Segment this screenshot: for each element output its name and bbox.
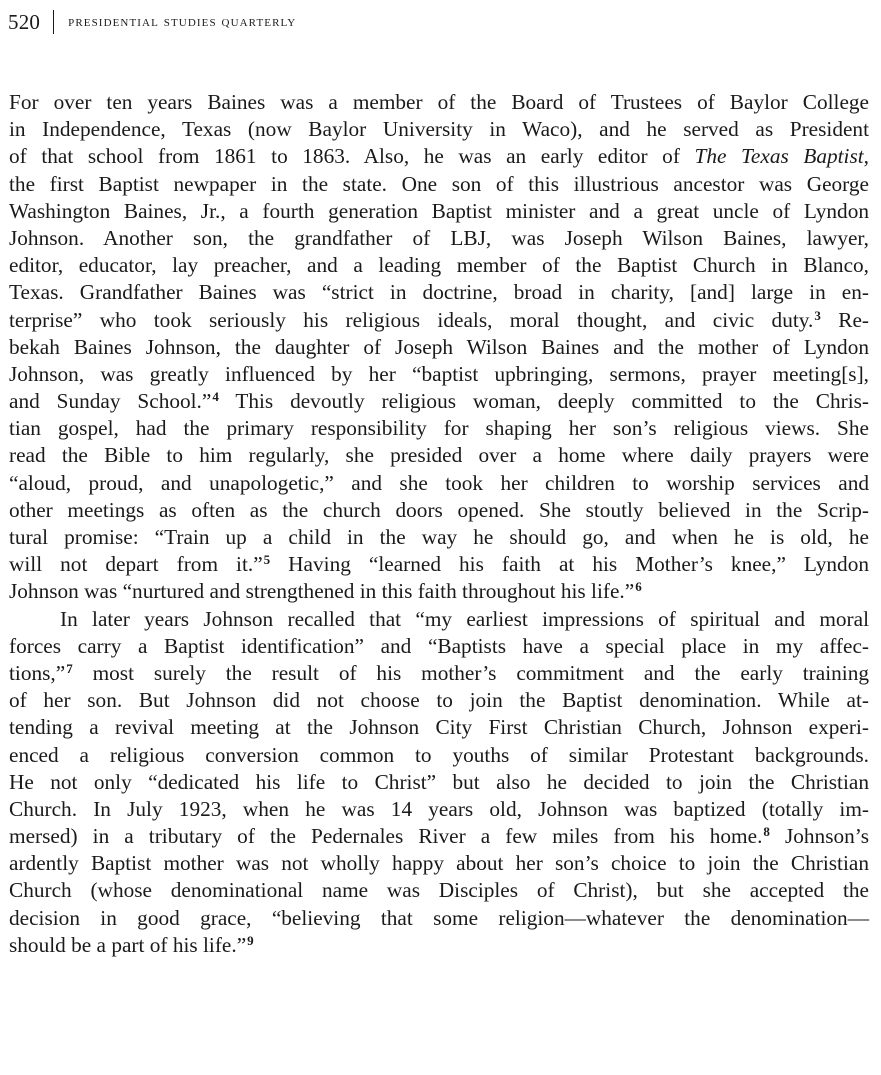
text-segment: This devoutly religious woman, deeply committed to the Chris- bbox=[218, 389, 869, 414]
text-line bbox=[9, 198, 869, 225]
text-line bbox=[9, 742, 869, 769]
text-segment: He not only “dedicated his life to Christ” but also he decided to join the Christian bbox=[9, 769, 869, 794]
text-segment: the first Baptist newpaper in the state. One son of this illustrious ancestor was George bbox=[9, 171, 869, 196]
text-segment: mersed) in a tributary of the Pedernales River a few miles from his home. bbox=[9, 824, 763, 849]
text-segment: forces carry a Baptist identification” and “Baptists have a special place in my affec- bbox=[9, 633, 869, 658]
footnote-marker: 8 bbox=[763, 824, 770, 840]
text-segment: In later years Johnson recalled that “my earliest impressions of spiritual and moral bbox=[60, 606, 869, 631]
text-line bbox=[9, 116, 869, 143]
text-line bbox=[9, 714, 869, 741]
text-line bbox=[9, 225, 869, 252]
text-line bbox=[9, 578, 869, 605]
text-segment: Texas. Grandfather Baines was “strict in doctrine, broad in charity, [and] large in en- bbox=[9, 280, 869, 305]
text-segment: enced a religious conversion common to youths of similar Protestant backgrounds. bbox=[9, 742, 869, 767]
text-segment: bekah Baines Johnson, the daughter of Joseph Wilson Baines and the mother of Lyndon bbox=[9, 334, 869, 359]
text-segment: terprise” who took seriously his religious ideals, moral thought, and civic duty. bbox=[9, 307, 814, 332]
text-segment: other meetings as often as the church doors opened. She stoutly believed in the Scrip- bbox=[9, 497, 869, 522]
text-line bbox=[9, 307, 869, 334]
text-segment: decision in good grace, “believing that some religion—whatever the denomination— bbox=[9, 905, 869, 930]
footnote-marker: 5 bbox=[263, 552, 271, 568]
text-segment: of that school from 1861 to 1863. Also, he was an early editor of bbox=[9, 144, 695, 169]
running-head bbox=[8, 8, 296, 36]
text-line bbox=[9, 850, 869, 877]
text-line bbox=[9, 905, 869, 932]
text-segment: will not depart from it.” bbox=[9, 552, 263, 577]
text-line bbox=[9, 796, 869, 823]
italic-title: The Texas Baptist bbox=[694, 144, 864, 169]
text-segment: in Independence, Texas (now Baylor University in Waco), and he served as President bbox=[9, 117, 869, 142]
footnote-marker: 4 bbox=[212, 389, 219, 405]
article-body bbox=[9, 89, 869, 959]
text-segment: Johnson was “nurtured and strengthened in this faith throughout his life.” bbox=[9, 579, 635, 604]
footnote-marker: 9 bbox=[247, 932, 254, 948]
text-segment: For over ten years Baines was a member of the Board of Trustees of Baylor College bbox=[9, 90, 869, 114]
text-segment: most surely the result of his mother’s commitment and the early training bbox=[72, 660, 869, 685]
text-segment: Having “learned his faith at his Mother’s knee,” Lyndon bbox=[270, 552, 869, 577]
text-segment: Johnson. Another son, the grandfather of LBJ, was Joseph Wilson Baines, lawyer, bbox=[9, 225, 869, 250]
text-line bbox=[9, 687, 869, 714]
text-segment: editor, educator, lay preacher, and a leading member of the Baptist Church in Blanco, bbox=[9, 253, 869, 278]
text-line bbox=[9, 633, 869, 660]
text-segment: Johnson’s bbox=[769, 824, 869, 849]
text-line bbox=[9, 877, 869, 904]
text-segment: tian gospel, had the primary responsibility for shaping her son’s religious views. She bbox=[9, 416, 869, 441]
text-line bbox=[9, 497, 869, 524]
text-line bbox=[9, 769, 869, 796]
text-segment: Re- bbox=[820, 307, 869, 332]
text-line bbox=[9, 524, 869, 551]
text-line bbox=[9, 823, 869, 850]
text-segment: tions,” bbox=[9, 660, 66, 685]
footnote-marker: 6 bbox=[635, 579, 642, 595]
text-line bbox=[9, 442, 869, 469]
footnote-marker: 7 bbox=[66, 660, 73, 676]
text-line bbox=[9, 415, 869, 442]
text-line bbox=[9, 252, 869, 279]
text-line bbox=[9, 171, 869, 198]
text-line bbox=[9, 143, 869, 170]
text-line bbox=[9, 932, 869, 959]
text-line bbox=[9, 334, 869, 361]
text-segment: Church (whose denominational name was Disciples of Christ), but she accepted the bbox=[9, 878, 869, 903]
text-segment: “aloud, proud, and unapologetic,” and she took her children to worship services and bbox=[9, 470, 869, 495]
text-segment: tending a revival meeting at the Johnson City First Christian Church, Johnson experi- bbox=[9, 715, 869, 740]
text-segment: tural promise: “Train up a child in the way he should go, and when he is old, he bbox=[9, 525, 869, 549]
text-segment: Johnson, was greatly influenced by her “baptist upbringing, sermons, prayer meeting[s], bbox=[9, 361, 869, 386]
text-segment: ardently Baptist mother was not wholly happy about her son’s choice to join the Christian bbox=[9, 851, 869, 876]
text-line bbox=[9, 361, 869, 388]
text-segment: , bbox=[863, 144, 869, 169]
text-segment: should be a part of his life.” bbox=[9, 932, 247, 957]
journal-title: presidential studies quarterly bbox=[68, 13, 297, 30]
text-line bbox=[9, 470, 869, 497]
text-line bbox=[9, 660, 869, 687]
text-segment: Church. In July 1923, when he was 14 years old, Johnson was baptized (totally im- bbox=[9, 796, 869, 821]
text-segment: Washington Baines, Jr., a fourth generation Baptist minister and a great uncle of Lyndon bbox=[9, 198, 869, 223]
text-segment: read the Bible to him regularly, she presided over a home where daily prayers were bbox=[9, 443, 869, 468]
text-line bbox=[9, 279, 869, 306]
text-segment: of her son. But Johnson did not choose to join the Baptist denomination. While at- bbox=[9, 688, 869, 713]
text-segment: and Sunday School.” bbox=[9, 389, 212, 414]
page-number: 520 bbox=[8, 9, 41, 34]
footnote-marker: 3 bbox=[814, 307, 821, 323]
header-divider bbox=[53, 10, 54, 34]
text-line bbox=[9, 89, 869, 116]
text-line bbox=[9, 388, 869, 415]
text-line bbox=[9, 551, 869, 578]
paragraph-first-line bbox=[9, 606, 869, 633]
